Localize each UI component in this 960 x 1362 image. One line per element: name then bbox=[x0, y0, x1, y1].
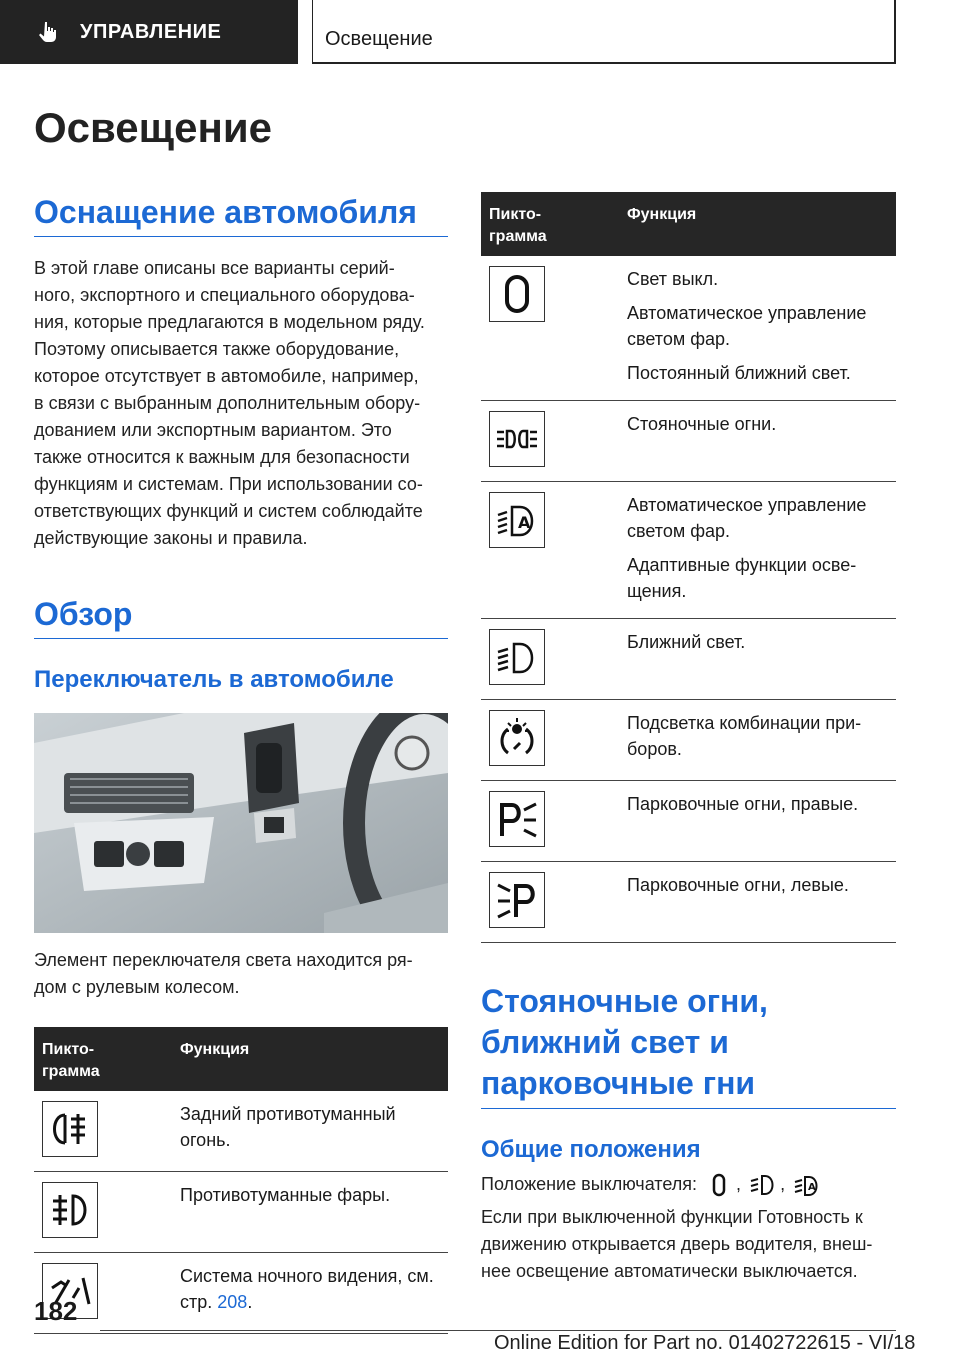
text-line: Поэтому описывается также оборудование, bbox=[34, 339, 400, 359]
switch-caption bbox=[34, 947, 448, 1001]
text: Система ночного видения, см. стр. bbox=[180, 1266, 434, 1312]
page-title: Освещение bbox=[34, 104, 272, 151]
text-line: В этой главе описаны все варианты серий- bbox=[34, 258, 395, 278]
function-text: Адаптивные функции осве-щения. bbox=[627, 555, 857, 601]
heading-line: Стояночные огни, bbox=[481, 983, 768, 1019]
header-line: Пикто- bbox=[489, 206, 542, 223]
heading-line: парковочные гни bbox=[481, 1065, 756, 1101]
parking-light-left-icon bbox=[489, 872, 545, 928]
switch-positions bbox=[481, 1171, 896, 1198]
table-row bbox=[481, 401, 896, 482]
table-row bbox=[481, 256, 896, 401]
function-text: Парковочные огни, правые. bbox=[627, 794, 859, 814]
footer-divider bbox=[100, 1330, 896, 1331]
right-column bbox=[481, 192, 896, 1285]
table-row bbox=[34, 1172, 448, 1253]
text-line: в связи с выбранным дополнительным обору- bbox=[34, 393, 421, 413]
function-header: Функция bbox=[172, 1027, 448, 1091]
heading-line: ближний свет и bbox=[481, 1024, 729, 1060]
text-line: Элемент переключателя света находится ря- bbox=[34, 950, 413, 970]
header-line: грамма bbox=[42, 1063, 100, 1080]
function-text bbox=[180, 1263, 440, 1315]
page-number: 182 bbox=[34, 1296, 78, 1326]
section-label: УПРАВЛЕНИЕ bbox=[80, 20, 222, 43]
chapter-title bbox=[312, 0, 896, 64]
function-text: Автоматическое управление светом фар. bbox=[627, 303, 867, 349]
pictogram-table-left bbox=[34, 1027, 448, 1334]
positions-label: Положение выключателя: bbox=[481, 1174, 698, 1194]
light-off-icon bbox=[489, 266, 545, 322]
text-line: функциям и системам. При использовании со- bbox=[34, 474, 423, 494]
table-row bbox=[34, 1253, 448, 1334]
function-text: Стояночные огни. bbox=[627, 414, 777, 434]
equipment-heading: Оснащение автомобиля bbox=[34, 192, 448, 237]
table-row bbox=[481, 482, 896, 619]
auto-off-text bbox=[481, 1204, 896, 1285]
function-text: Постоянный ближний свет. bbox=[627, 363, 851, 383]
text-line: ного, экспортного и специального оборудова- bbox=[34, 285, 415, 305]
text-line: ния, которые предлагаются в модельном ряду. bbox=[34, 312, 425, 332]
table-row bbox=[481, 619, 896, 700]
text-line: дом с рулевым колесом. bbox=[34, 977, 240, 997]
table-row bbox=[34, 1091, 448, 1172]
pictogram-header bbox=[34, 1027, 172, 1091]
icon-letter-a: A bbox=[808, 1182, 816, 1194]
text-line: дованием или экспортным вариантом. Это bbox=[34, 420, 392, 440]
text-line: Если при выключенной функции Готовность к bbox=[481, 1207, 863, 1227]
function-text: Ближний свет. bbox=[627, 632, 746, 652]
header-line: Пикто- bbox=[42, 1041, 95, 1058]
parking-lights-icon bbox=[489, 411, 545, 467]
text-line: которое отсутствует в автомобиле, например, bbox=[34, 366, 419, 386]
low-beam-icon bbox=[489, 629, 545, 685]
text-line: нее освещение автоматически выключается. bbox=[481, 1261, 858, 1281]
parking-lights-heading bbox=[481, 981, 896, 1109]
auto-headlight-icon bbox=[489, 492, 545, 548]
text-line: также относится к важным для безопасности bbox=[34, 447, 410, 467]
section-tab bbox=[0, 0, 298, 64]
function-text: Автоматическое управление светом фар. bbox=[627, 495, 867, 541]
equipment-text bbox=[34, 255, 448, 552]
hand-icon bbox=[36, 20, 60, 44]
separator: , bbox=[780, 1174, 786, 1194]
table-row bbox=[481, 781, 896, 862]
low-beam-icon bbox=[750, 1173, 776, 1197]
instrument-lighting-icon bbox=[489, 710, 545, 766]
switch-heading: Переключатель в автомобиле bbox=[34, 666, 394, 693]
function-text: Свет выкл. bbox=[627, 269, 719, 289]
pictogram-header bbox=[481, 192, 619, 256]
auto-headlight-icon bbox=[794, 1173, 820, 1197]
left-column bbox=[34, 192, 448, 1334]
front-fog-light-icon bbox=[42, 1182, 98, 1238]
table-row bbox=[481, 700, 896, 781]
dashboard-switch-photo bbox=[34, 713, 448, 933]
header-line: грамма bbox=[489, 228, 547, 245]
icon-letter-a: A bbox=[518, 513, 531, 532]
pictogram-table-right bbox=[481, 192, 896, 943]
chapter-label: Освещение bbox=[325, 28, 433, 50]
function-text: Подсветка комбинации при-боров. bbox=[627, 713, 862, 759]
table-row bbox=[481, 862, 896, 943]
general-positions-heading: Общие положения bbox=[481, 1136, 701, 1163]
function-text: Задний противотуманный огонь. bbox=[180, 1104, 396, 1150]
text: . bbox=[247, 1292, 253, 1312]
separator: , bbox=[736, 1174, 742, 1194]
text-line: действующие законы и правила. bbox=[34, 528, 308, 548]
page-link-208[interactable]: 208 bbox=[217, 1292, 248, 1312]
function-text: Парковочные огни, левые. bbox=[627, 875, 849, 895]
function-text: Противотуманные фары. bbox=[180, 1185, 391, 1205]
rear-fog-light-icon bbox=[42, 1101, 98, 1157]
text-line: движению открывается дверь водителя, внеш- bbox=[481, 1234, 873, 1254]
light-off-icon bbox=[706, 1173, 732, 1197]
parking-light-right-icon bbox=[489, 791, 545, 847]
text-line: ответствующих функций и систем соблюдайте bbox=[34, 501, 423, 521]
function-header: Функция bbox=[619, 192, 896, 256]
footer-edition: Online Edition for Part no. 01402722615 - VI/18 bbox=[494, 1332, 916, 1354]
overview-heading: Обзор bbox=[34, 594, 448, 639]
